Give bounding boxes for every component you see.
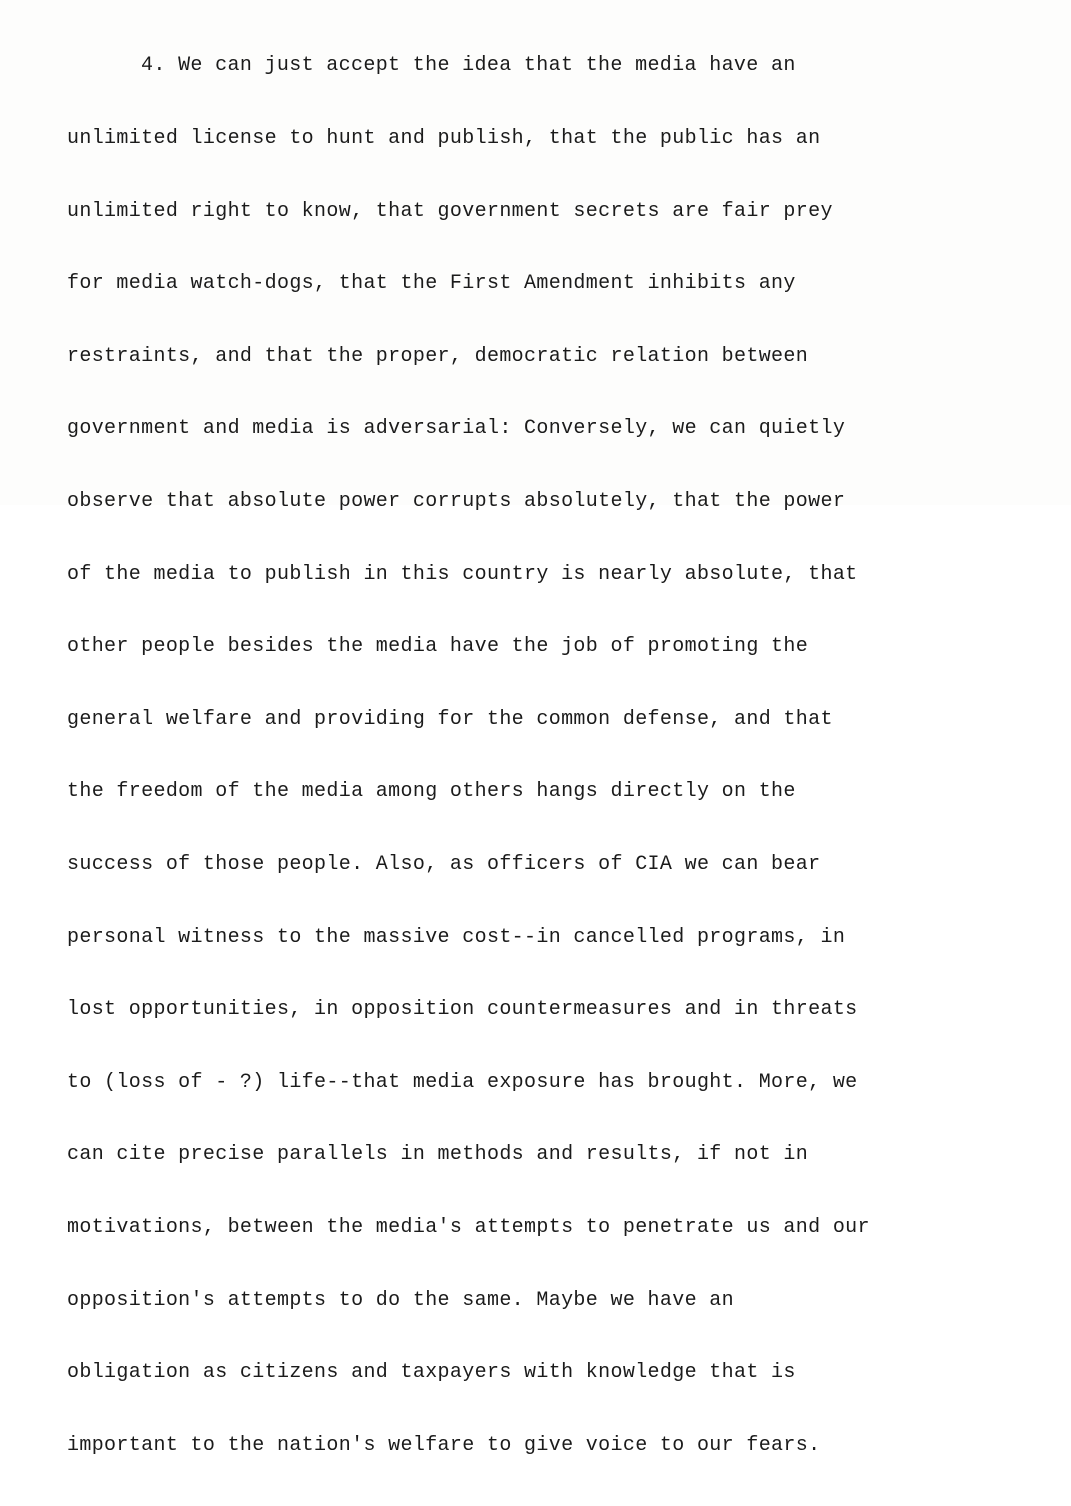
paragraph-line-7 xyxy=(67,490,1057,514)
line-text: opposition's attempts to do the same. Maybe we have an xyxy=(67,1288,735,1312)
paragraph-line-3 xyxy=(67,200,1057,224)
paragraph-line-8 xyxy=(67,563,1057,587)
line-text: observe that absolute power corrupts absolutely, that the power xyxy=(67,489,846,513)
paragraph-line-4 xyxy=(67,272,1057,296)
paragraph-line-16 xyxy=(67,1143,1057,1167)
line-text: other people besides the media have the job of promoting the xyxy=(67,635,809,659)
line-text: restraints, and that the proper, democratic relation between xyxy=(67,344,809,368)
paragraph-line-18 xyxy=(67,1289,1057,1313)
line-text: government and media is adversarial: Conversely, we can quietly xyxy=(67,417,846,441)
line-text: motivations, between the media's attempts to penetrate us and our xyxy=(67,1215,870,1239)
paragraph-line-9 xyxy=(67,635,1057,659)
line-text: obligation as citizens and taxpayers with knowledge that is xyxy=(67,1361,796,1385)
line-text: can cite precise parallels in methods and results, if not in xyxy=(67,1143,809,1167)
line-text: the freedom of the media among others hangs directly on the xyxy=(67,780,796,804)
paragraph-line-2 xyxy=(67,127,1057,151)
line-text: important to the nation's welfare to give voice to our fears. xyxy=(67,1433,821,1457)
line-text: of the media to publish in this country is nearly absolute, that xyxy=(67,562,858,586)
line-text: personal witness to the massive cost--in cancelled programs, in xyxy=(67,925,846,949)
paragraph-line-15 xyxy=(67,1071,1057,1095)
line-text: We can just accept the idea that the media have an xyxy=(178,54,796,78)
paragraph-line-6 xyxy=(67,417,1057,441)
line-text: lost opportunities, in opposition countermeasures and in threats xyxy=(67,998,858,1022)
document-paragraph xyxy=(67,6,1057,1506)
paragraph-line-1 xyxy=(67,54,1057,78)
line-text: general welfare and providing for the common defense, and that xyxy=(67,707,833,731)
line-text: unlimited right to know, that government secrets are fair prey xyxy=(67,199,833,223)
paragraph-line-11 xyxy=(67,780,1057,804)
line-text: to (loss of - ?) life--that media exposure has brought. More, we xyxy=(67,1070,858,1094)
paragraph-line-5 xyxy=(67,345,1057,369)
paragraph-line-17 xyxy=(67,1216,1057,1240)
line-text: success of those people. Also, as officers of CIA we can bear xyxy=(67,852,821,876)
paragraph-line-20 xyxy=(67,1434,1057,1458)
line-text: unlimited license to hunt and publish, that the public has an xyxy=(67,127,821,150)
paragraph-line-12 xyxy=(67,853,1057,877)
paragraph-line-14 xyxy=(67,998,1057,1022)
paragraph-line-19 xyxy=(67,1361,1057,1385)
line-text xyxy=(166,54,178,77)
paragraph-number: 4. xyxy=(141,54,166,78)
line-text: for media watch-dogs, that the First Amendment inhibits any xyxy=(67,272,796,296)
paragraph-line-13 xyxy=(67,926,1057,950)
paragraph-line-10 xyxy=(67,708,1057,732)
